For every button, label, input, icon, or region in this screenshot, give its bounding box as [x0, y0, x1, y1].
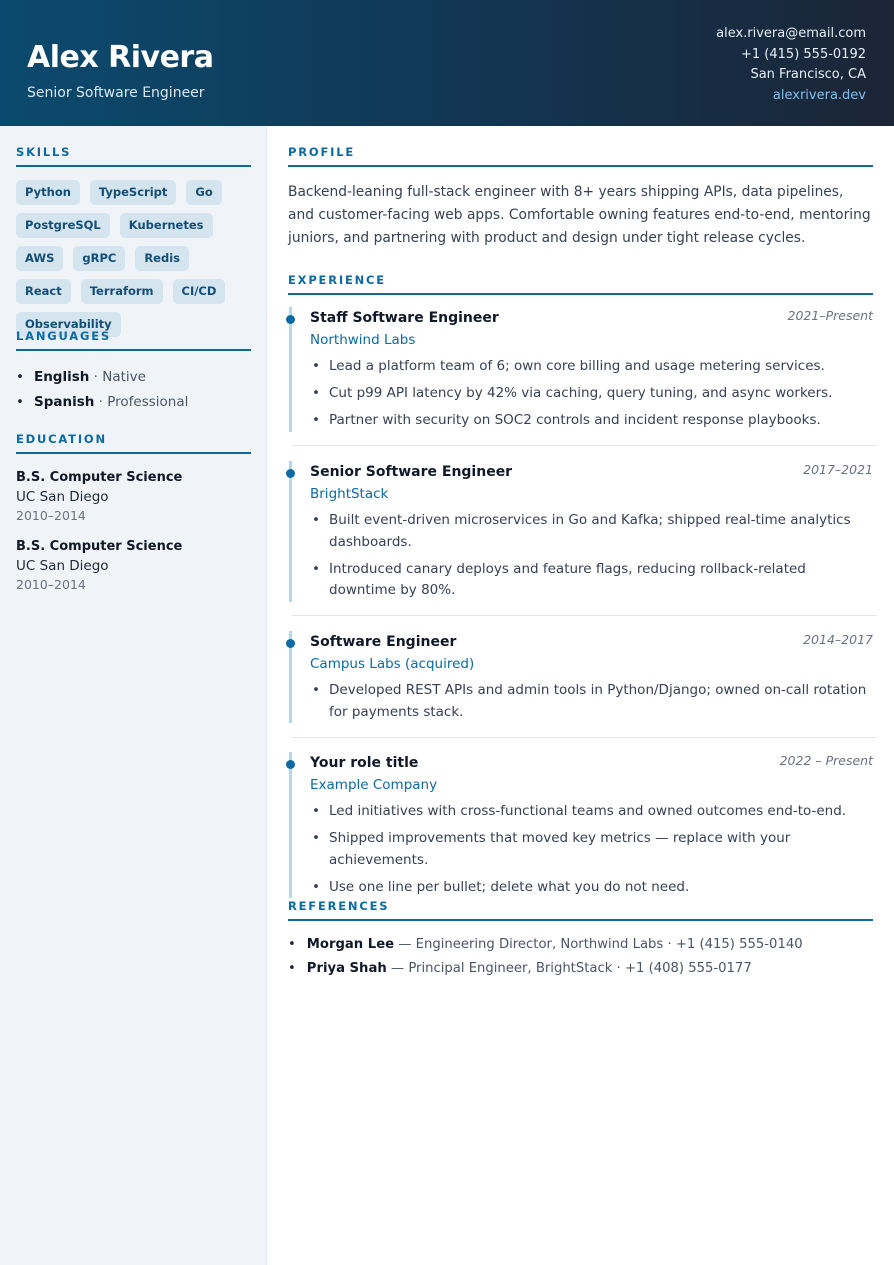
- experience-section: [288, 273, 873, 295]
- job-bullets: [310, 510, 873, 602]
- job-entry: [288, 752, 873, 904]
- reference-name: Morgan Lee: [306, 937, 395, 952]
- education-degree: B.S. Computer Science: [16, 539, 183, 554]
- education-degree: B.S. Computer Science: [16, 470, 183, 485]
- education-school: UC San Diego: [16, 558, 109, 574]
- education-school: UC San Diego: [16, 489, 109, 505]
- skills-list: [16, 180, 251, 337]
- language-level: Native: [102, 369, 146, 385]
- job-role: Your role title: [310, 755, 419, 771]
- contact-block: [716, 24, 866, 106]
- references-section: [288, 899, 873, 981]
- job-bullets: [310, 680, 873, 723]
- reference-detail: — Principal Engineer, BrightStack · +1 (408) 555-0177: [390, 961, 752, 976]
- skills-section: [16, 145, 251, 337]
- profile-summary: Backend-leaning full-stack engineer with 8+ years shipping APIs, data pipelines, and customer-facing web apps. Comfortable owning features end-to-end, mentoring juniors, and partnering with product and design under tight release cycles.: [288, 184, 871, 246]
- education-item: [16, 537, 251, 594]
- education-years: 2010–2014: [16, 577, 86, 592]
- skill-chip: PostgreSQL: [16, 213, 110, 238]
- section-heading: EXPERIENCE: [288, 273, 873, 295]
- skill-chip: Go: [186, 180, 221, 205]
- job-company: Campus Labs (acquired): [310, 656, 475, 672]
- language-level: Professional: [107, 394, 189, 410]
- timeline-dot-icon: [286, 639, 295, 648]
- skill-chip: TypeScript: [90, 180, 176, 205]
- resume-header: [0, 0, 894, 126]
- reference-name: Priya Shah: [306, 961, 387, 976]
- timeline-dot-icon: [286, 315, 295, 324]
- bullet-item: • Lead a platform team of 6; own core billing and usage metering services.: [310, 356, 873, 378]
- job-bullets: [310, 356, 873, 432]
- skill-chip: AWS: [16, 246, 63, 271]
- contact-phone: +1 (415) 555-0192: [741, 46, 866, 62]
- job-entry: [288, 461, 873, 607]
- bullet-item: • Shipped improvements that moved key metrics — replace with your achievements.: [310, 828, 873, 871]
- section-heading: REFERENCES: [288, 899, 873, 921]
- candidate-title: Senior Software Engineer: [27, 85, 205, 101]
- job-role: Staff Software Engineer: [310, 310, 499, 326]
- education-years: 2010–2014: [16, 508, 86, 523]
- skill-chip: Observability: [16, 312, 121, 337]
- section-heading: SKILLS: [16, 145, 251, 167]
- bullet-item: • Use one line per bullet; delete what you do not need.: [310, 877, 873, 899]
- timeline-entry: [289, 631, 873, 723]
- skill-chip: Terraform: [81, 279, 163, 304]
- bullet-item: • Developed REST APIs and admin tools in Python/Django; owned on-call rotation for payments stack.: [310, 680, 873, 723]
- divider: [292, 445, 877, 446]
- skill-chip: CI/CD: [173, 279, 226, 304]
- timeline-dot-icon: [286, 469, 295, 478]
- list-item: • Spanish · Professional: [16, 390, 251, 415]
- language-name: Spanish: [33, 394, 95, 410]
- bullet-item: • Built event-driven microservices in Go and Kafka; shipped real-time analytics dashboards.: [310, 510, 873, 553]
- language-name: English: [33, 369, 90, 385]
- languages-section: [16, 329, 251, 415]
- bullet-item: • Led initiatives with cross-functional teams and owned outcomes end-to-end.: [310, 801, 873, 823]
- job-company: BrightStack: [310, 486, 389, 502]
- job-role: Senior Software Engineer: [310, 464, 513, 480]
- contact-location: San Francisco, CA: [750, 67, 866, 82]
- timeline-entry: [289, 752, 873, 898]
- bullet-item: • Introduced canary deploys and feature flags, reducing rollback-related downtime by 80%.: [310, 559, 873, 602]
- section-heading: EDUCATION: [16, 432, 251, 454]
- education-list: [16, 468, 251, 594]
- job-entry: [288, 307, 873, 437]
- job-dates: 2022 – Present: [779, 753, 873, 768]
- timeline-entry: [289, 307, 873, 432]
- contact-website-link[interactable]: alexrivera.dev: [772, 87, 866, 103]
- contact-email[interactable]: alex.rivera@email.com: [716, 26, 866, 41]
- job-role: Software Engineer: [310, 634, 457, 650]
- job-dates: 2021–Present: [787, 308, 873, 323]
- references-list: [288, 933, 873, 981]
- bullet-item: • Cut p99 API latency by 42% via caching, query tuning, and async workers.: [310, 383, 873, 405]
- section-heading: PROFILE: [288, 145, 873, 167]
- job-company: Northwind Labs: [310, 332, 416, 348]
- job-company: Example Company: [310, 777, 438, 793]
- education-section: [16, 432, 251, 606]
- job-dates: 2014–2017: [803, 632, 873, 647]
- job-dates: 2017–2021: [803, 462, 873, 477]
- list-item: [288, 957, 873, 981]
- skill-chip: React: [16, 279, 71, 304]
- section-heading: LANGUAGES: [16, 329, 251, 351]
- list-item: • English · Native: [16, 365, 251, 390]
- skill-chip: Python: [16, 180, 80, 205]
- sidebar: [0, 126, 267, 1265]
- skill-chip: gRPC: [73, 246, 125, 271]
- list-item: [288, 933, 873, 957]
- reference-detail: — Engineering Director, Northwind Labs · +1 (415) 555-0140: [398, 937, 803, 952]
- skill-chip: Redis: [135, 246, 189, 271]
- candidate-name: Alex Rivera: [27, 40, 214, 75]
- profile-section: [288, 145, 873, 250]
- timeline-dot-icon: [286, 760, 295, 769]
- bullet-item: • Partner with security on SOC2 controls and incident response playbooks.: [310, 410, 873, 432]
- languages-list: [16, 365, 251, 415]
- skill-chip: Kubernetes: [120, 213, 213, 238]
- job-bullets: [310, 801, 873, 898]
- divider: [292, 737, 877, 738]
- divider: [292, 615, 877, 616]
- job-entry: [288, 631, 873, 729]
- education-item: [16, 468, 251, 525]
- timeline-entry: [289, 461, 873, 602]
